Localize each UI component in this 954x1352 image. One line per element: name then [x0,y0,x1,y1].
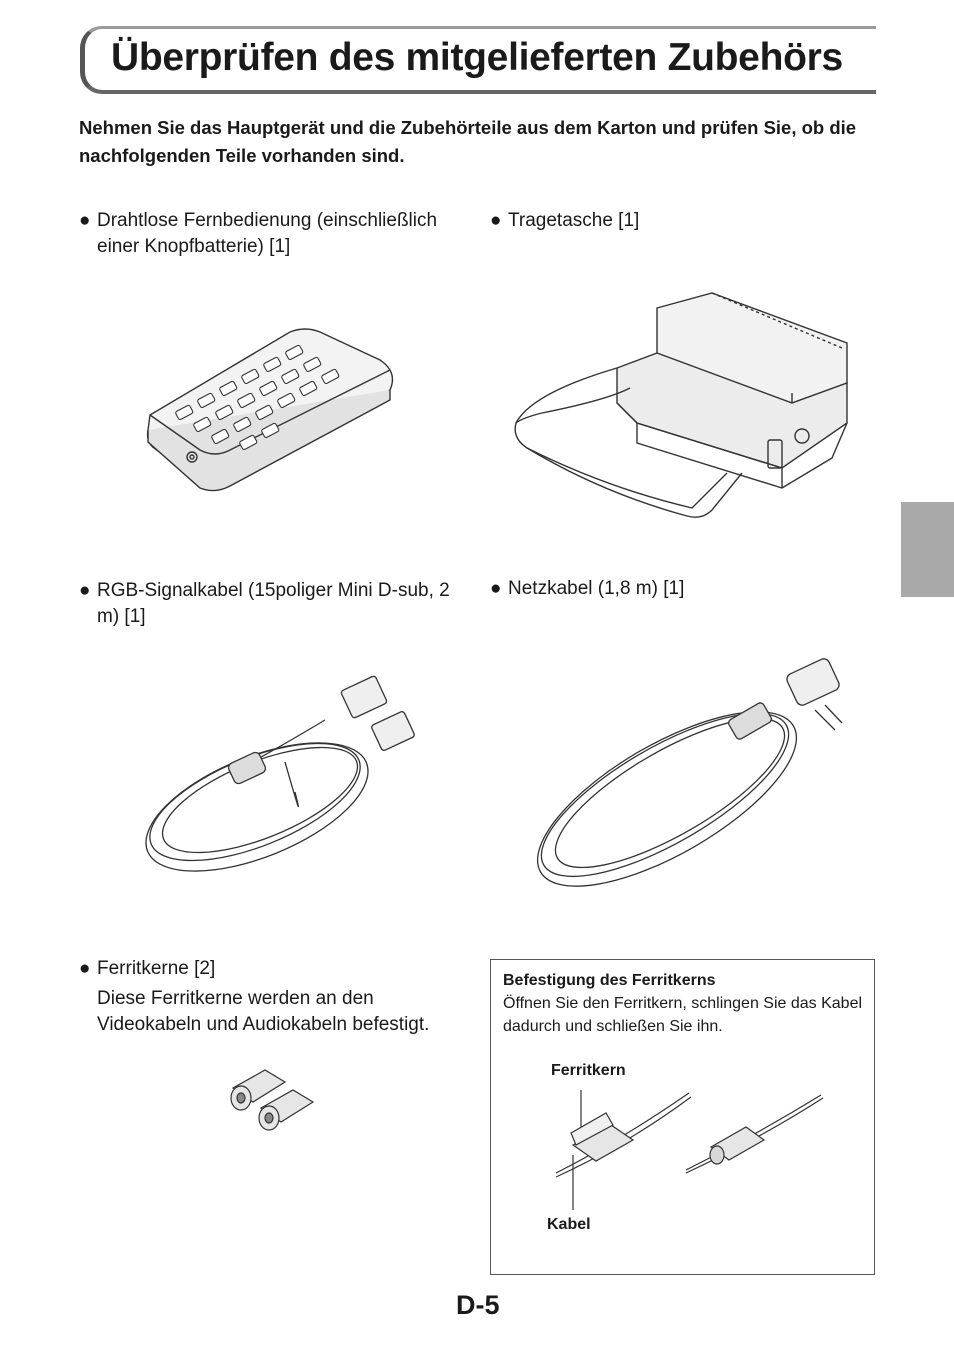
ferrite-description: Diese Ferritkerne werden an den Videokabeln und Audiokabeln befestigt. [97,988,430,1035]
ferrite-attachment-note [490,959,875,1275]
rgb-cable-illustration [135,672,420,867]
item-rgb-cable [79,578,469,630]
bullet-icon: ● [79,210,91,231]
item-bag [490,208,880,234]
note-text: Öffnen Sie den Ferritkern, schlingen Sie das Kabel dadurch und schließen Sie ihn. [503,995,863,1035]
bullet-icon: ● [79,580,91,601]
item-label: Tragetasche [1] [508,210,640,231]
item-ferrite [79,956,469,982]
bullet-icon: ● [79,958,91,979]
bullet-icon: ● [490,578,502,599]
page-number: D-5 [456,1290,500,1320]
item-label: Drahtlose Fernbedienung (einschließlich einer Knopfbatterie) [1] [97,210,438,257]
bullet-icon: ● [490,210,502,231]
page-title: Überprüfen des mitgelieferten Zubehörs [111,36,843,79]
callout-cable: Kabel [547,1216,591,1233]
ferrite-attach-illustration [551,1085,831,1210]
note-title: Befestigung des Ferritkerns [503,972,716,989]
item-remote [79,208,469,260]
intro-text: Nehmen Sie das Hauptgerät und die Zubehörteile aus dem Karton und prüfen Sie, ob die nachfolgenden Teile vorhanden sind. [79,117,857,166]
ferrite-cores-illustration [225,1060,320,1132]
remote-control-illustration [140,320,405,500]
item-label: Netzkabel (1,8 m) [1] [508,578,685,599]
item-label: RGB-Signalkabel (15poliger Mini D-sub, 2 m) [1] [97,580,450,627]
item-label: Ferritkerne [2] [97,958,216,979]
power-cable-illustration [520,655,850,875]
section-tab [901,502,954,597]
carrying-bag-illustration [512,288,857,523]
item-power-cable [490,576,880,602]
callout-ferrite-core: Ferritkern [551,1062,626,1079]
